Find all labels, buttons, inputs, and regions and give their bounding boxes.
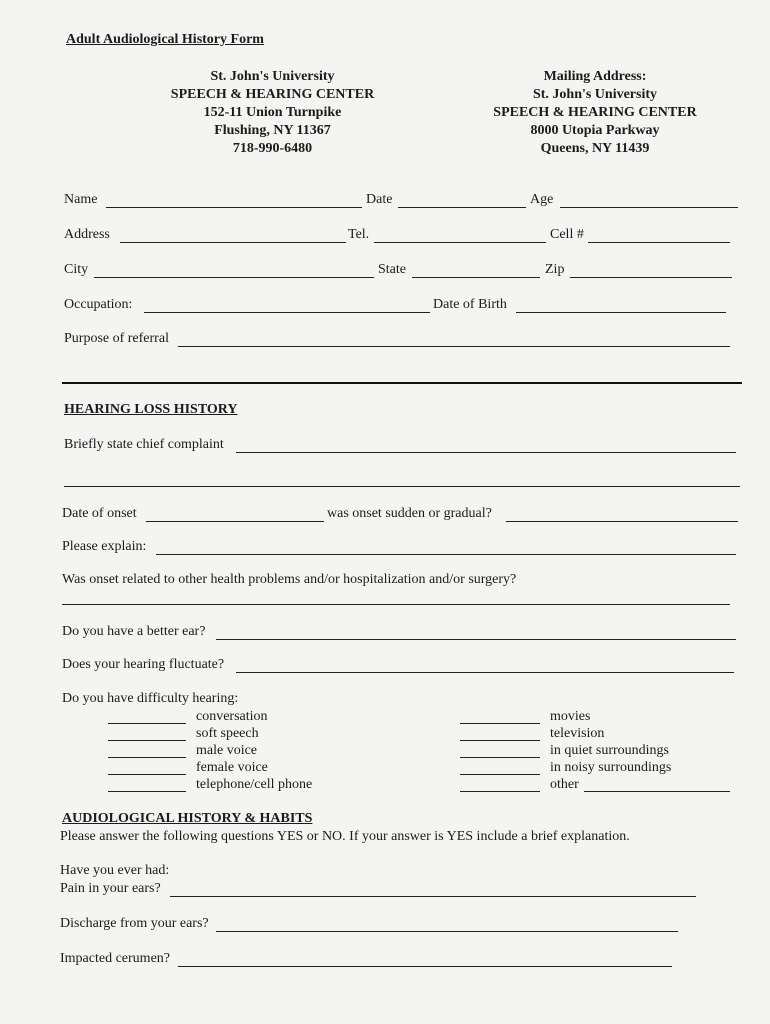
purpose-label: Purpose of referral (64, 331, 169, 346)
option-label: telephone/cell phone (196, 777, 313, 792)
discharge-label: Discharge from your ears? (60, 916, 209, 931)
audiological-heading: AUDIOLOGICAL HISTORY & HABITS (62, 811, 313, 826)
quiet-blank[interactable] (460, 757, 540, 758)
male-voice-blank[interactable] (108, 757, 186, 758)
soft-speech-blank[interactable] (108, 740, 186, 741)
address-line: St. John's University (532, 87, 658, 102)
onset-related-field[interactable] (62, 604, 730, 605)
tel-label: Tel. (348, 227, 370, 242)
option-label: in noisy surroundings (550, 760, 672, 775)
telephone-blank[interactable] (108, 791, 186, 792)
option-label: female voice (196, 760, 268, 775)
address-line: 152-11 Union Turnpike (203, 105, 342, 120)
purpose-field[interactable] (178, 346, 730, 347)
sudden-gradual-label: was onset sudden or gradual? (327, 506, 492, 521)
difficulty-label: Do you have difficulty hearing: (62, 691, 239, 706)
please-explain-field[interactable] (156, 554, 736, 555)
please-explain-label: Please explain: (62, 539, 147, 554)
city-field[interactable] (94, 277, 374, 278)
occupation-label: Occupation: (64, 297, 133, 312)
option-label: in quiet surroundings (550, 743, 669, 758)
television-blank[interactable] (460, 740, 540, 741)
female-voice-blank[interactable] (108, 774, 186, 775)
option-label: soft speech (196, 726, 259, 741)
hearing-loss-heading: HEARING LOSS HISTORY (64, 402, 238, 417)
pain-label: Pain in your ears? (60, 881, 161, 896)
dob-field[interactable] (516, 312, 726, 313)
other-blank[interactable] (460, 791, 540, 792)
name-field[interactable] (106, 207, 362, 208)
dob-label: Date of Birth (433, 297, 507, 312)
better-ear-field[interactable] (216, 639, 736, 640)
option-label: other (550, 777, 579, 792)
age-label: Age (530, 192, 554, 207)
form-title: Adult Audiological History Form (66, 32, 264, 47)
mailing-address (470, 68, 720, 158)
cell-field[interactable] (588, 242, 730, 243)
address-line: Mailing Address: (543, 69, 647, 84)
zip-field[interactable] (570, 277, 732, 278)
clinic-address (150, 68, 395, 158)
fluctuate-label: Does your hearing fluctuate? (62, 657, 225, 672)
onset-related-label: Was onset related to other health problems and/or hospitalization and/or surgery? (62, 572, 517, 587)
option-label: television (550, 726, 605, 741)
option-label: conversation (196, 709, 268, 724)
cerumen-label: Impacted cerumen? (60, 951, 170, 966)
noisy-blank[interactable] (460, 774, 540, 775)
cell-label: Cell # (550, 227, 584, 242)
city-label: City (64, 262, 89, 277)
address-line: 8000 Utopia Parkway (530, 123, 660, 138)
address-line: SPEECH & HEARING CENTER (493, 105, 697, 120)
chief-complaint-label: Briefly state chief complaint (64, 437, 224, 452)
address-line: Flushing, NY 11367 (214, 123, 331, 138)
chief-complaint-field-2[interactable] (64, 486, 740, 487)
sudden-gradual-field[interactable] (506, 521, 738, 522)
option-label: movies (550, 709, 591, 724)
chief-complaint-field[interactable] (236, 452, 736, 453)
address-line: St. John's University (210, 69, 335, 84)
ever-had-label: Have you ever had: (60, 863, 170, 878)
pain-field[interactable] (170, 896, 696, 897)
date-field[interactable] (398, 207, 526, 208)
name-label: Name (64, 192, 98, 207)
conversation-blank[interactable] (108, 723, 186, 724)
instructions-text: Please answer the following questions YES or NO. If your answer is YES include a brief explanation. (60, 829, 630, 844)
state-label: State (378, 262, 406, 277)
discharge-field[interactable] (216, 931, 678, 932)
age-field[interactable] (560, 207, 738, 208)
onset-date-label: Date of onset (62, 506, 137, 521)
address-line: 718-990-6480 (232, 141, 313, 156)
section-divider (62, 382, 742, 384)
occupation-field[interactable] (144, 312, 430, 313)
option-label: male voice (196, 743, 258, 758)
address-field[interactable] (120, 242, 346, 243)
tel-field[interactable] (374, 242, 546, 243)
cerumen-field[interactable] (178, 966, 672, 967)
movies-blank[interactable] (460, 723, 540, 724)
better-ear-label: Do you have a better ear? (62, 624, 206, 639)
address-line: Queens, NY 11439 (540, 141, 650, 156)
fluctuate-field[interactable] (236, 672, 734, 673)
other-specify-field[interactable] (584, 791, 730, 792)
zip-label: Zip (545, 262, 565, 277)
state-field[interactable] (412, 277, 540, 278)
address-line: SPEECH & HEARING CENTER (170, 87, 375, 102)
date-label: Date (366, 192, 393, 207)
onset-date-field[interactable] (146, 521, 324, 522)
address-label: Address (64, 227, 110, 242)
